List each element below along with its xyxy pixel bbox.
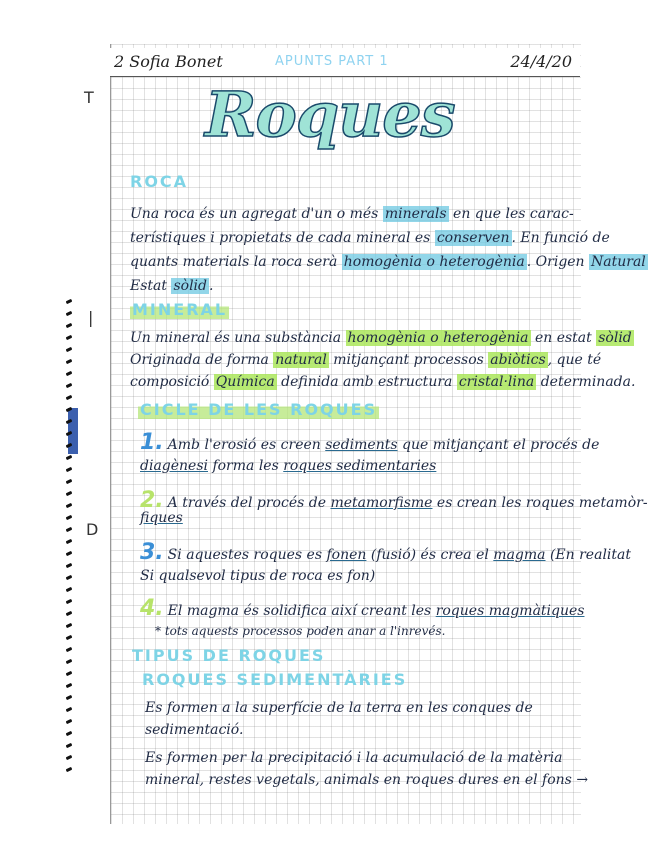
section-heading-roca: ROCA bbox=[130, 172, 189, 191]
sed-line-4: mineral, restes vegetals, animals en roques dures en el fons → bbox=[145, 772, 589, 788]
section-heading-tipus: TIPUS DE ROQUES bbox=[132, 646, 326, 665]
binder-mark: T bbox=[84, 88, 94, 107]
mineral-line-1: Un mineral és una substància homogènia o heterogènia en estat sòlid bbox=[130, 330, 632, 346]
notes-subtitle: APUNTS PART 1 bbox=[275, 54, 389, 69]
page-title: Roques bbox=[205, 78, 455, 151]
cicle-step-3: 3. Si aquestes roques es fonen (fusió) és crea el magma (En realitat bbox=[140, 540, 631, 565]
sed-line-1: Es formen a la superfície de la terra en les conques de bbox=[145, 700, 533, 716]
section-heading-mineral: MINERAL bbox=[132, 300, 228, 319]
sed-line-3: Es formen per la precipitació i la acumulació de la matèria bbox=[145, 750, 563, 766]
note-date: 24/4/20 bbox=[510, 52, 572, 71]
cicle-step-4: 4. El magma és solidifica així creant les roques magmàtiques bbox=[140, 596, 585, 621]
sed-line-2: sedimentació. bbox=[145, 722, 244, 738]
mineral-line-3: composició Química definida amb estructura cristal·lina determinada. bbox=[130, 374, 636, 390]
roca-line-4: Estat sòlid . bbox=[130, 278, 214, 294]
binder-mark: D bbox=[86, 520, 99, 539]
cicle-step-3-cont: Si qualsevol tipus de roca es fon) bbox=[140, 568, 376, 584]
roca-line-1: Una roca és un agregat d'un o més minerals en que les carac- bbox=[130, 206, 574, 222]
cicle-note: * tots aquests processos poden anar a l'inrevés. bbox=[155, 624, 446, 638]
section-heading-cicle: CICLE DE LES ROQUES bbox=[140, 400, 378, 419]
roca-line-2: terístiques i propietats de cada mineral es conserven . En funció de bbox=[130, 230, 610, 246]
student-name: 2 Sofia Bonet bbox=[114, 52, 223, 71]
cicle-step-2: 2. A través del procés de metamorfisme es crean les roques metamòr- bbox=[140, 488, 648, 513]
mineral-line-2: Originada de forma natural mitjançant processos abiòtics , que té bbox=[130, 352, 602, 368]
cicle-step-1-cont: diagènesi forma les roques sedimentaries bbox=[140, 458, 437, 474]
cicle-step-1: 1. Amb l'erosió es creen sediments que mitjançant el procés de bbox=[140, 430, 600, 455]
cicle-step-2-cont: fiques bbox=[140, 510, 183, 526]
binder-mark: | bbox=[88, 308, 94, 327]
roca-line-3: quants materials la roca serà homogènia o heterogènia . Origen Natural bbox=[130, 254, 646, 270]
section-heading-sedimentaries: ROQUES SEDIMENTÀRIES bbox=[142, 670, 408, 689]
page-header bbox=[110, 48, 580, 77]
spiral-binding bbox=[62, 300, 76, 820]
